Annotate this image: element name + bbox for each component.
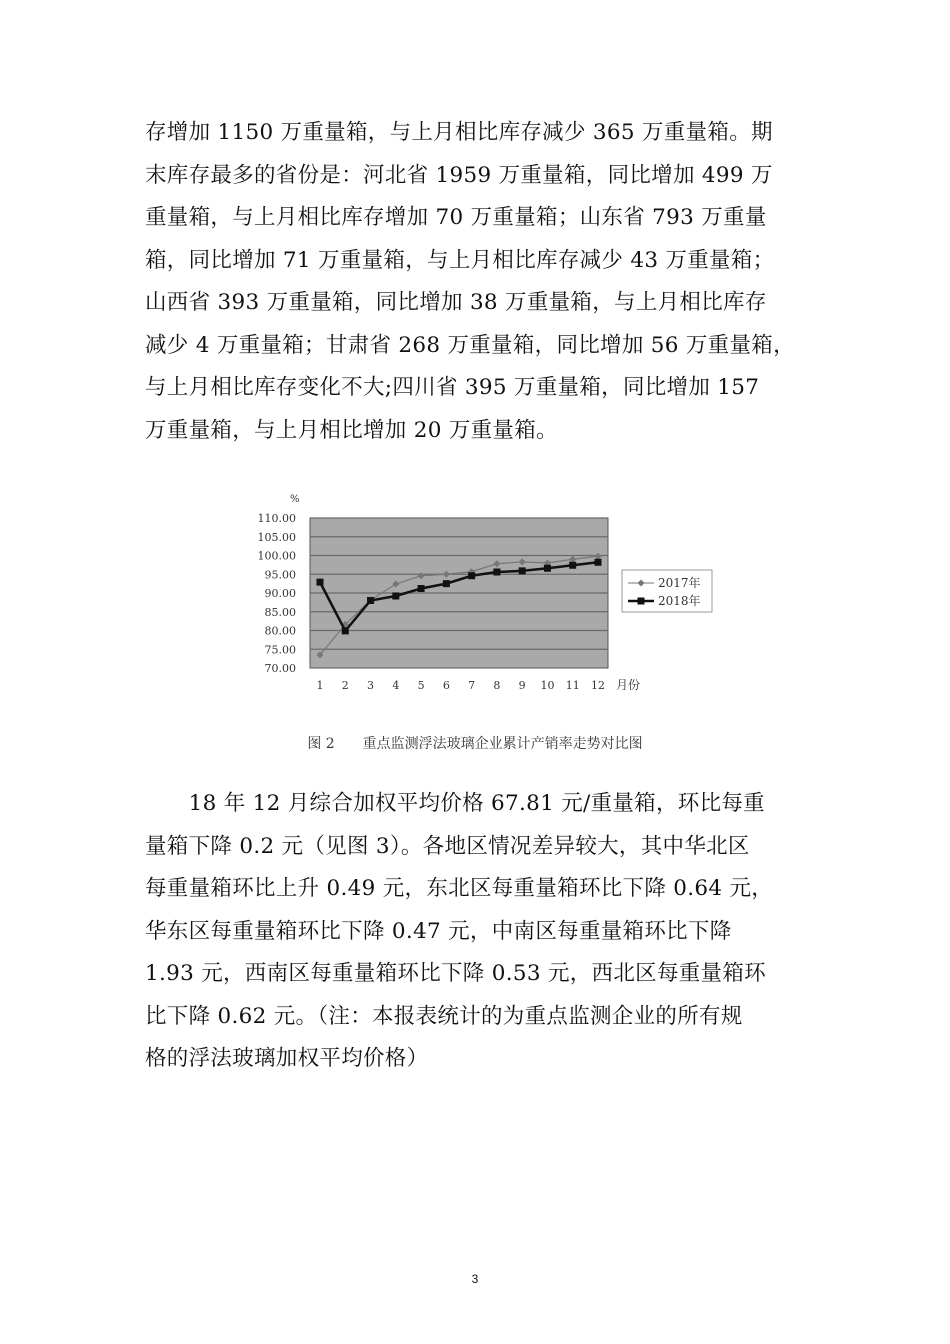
text-line: 万重量箱，与上月相比增加 20 万重量箱。 [145, 417, 558, 443]
text-line: 与上月相比库存变化不大;四川省 395 万重量箱，同比增加 157 [145, 375, 760, 400]
data-point [468, 572, 475, 579]
data-point [569, 562, 576, 569]
y-tick-label: 75.00 [264, 643, 296, 657]
data-point [595, 559, 602, 566]
x-tick-label: 6 [442, 679, 450, 692]
y-tick-label: 80.00 [264, 624, 296, 638]
data-point [367, 597, 374, 604]
page-number: 3 [471, 1272, 479, 1286]
text-line: 末库存最多的省份是：河北省 1959 万重量箱，同比增加 499 万 [145, 162, 773, 188]
text-line: 重量箱，与上月相比库存增加 70 万重量箱；山东省 793 万重量 [145, 205, 767, 230]
x-tick-label: 5 [417, 679, 425, 692]
data-point [317, 579, 324, 586]
data-point [342, 627, 349, 634]
x-tick-label: 10 [540, 679, 555, 692]
x-axis-label: 月份 [616, 678, 641, 692]
y-tick-label: 85.00 [264, 605, 296, 619]
y-tick-label: 90.00 [264, 587, 296, 600]
x-tick-label: 11 [565, 679, 580, 692]
y-tick-label: 70.00 [264, 662, 296, 675]
y-tick-label: 110.00 [257, 512, 296, 525]
x-tick-label: 8 [493, 679, 501, 692]
text-line: 箱，同比增加 71 万重量箱，与上月相比库存减少 43 万重量箱； [145, 247, 775, 273]
text-line: 1.93 元，西南区每重量箱环比下降 0.53 元，西北区每重量箱环 [145, 961, 766, 986]
text-line: 存增加 1150 万重量箱，与上月相比库存减少 365 万重量箱。期 [145, 120, 773, 145]
figure-caption: 图 2 重点监测浮法玻璃企业累计产销率走势对比图 [307, 736, 643, 752]
data-point [443, 580, 450, 587]
data-point [392, 593, 399, 600]
text-line: 华东区每重量箱环比下降 0.47 元，中南区每重量箱环比下降 [145, 918, 732, 944]
x-tick-label: 7 [468, 679, 476, 692]
text-line: 格的浮法玻璃加权平均价格） [145, 1046, 429, 1071]
x-tick-label: 2 [341, 679, 349, 692]
text-line: 减少 4 万重量箱；甘肃省 268 万重量箱，同比增加 56 万重量箱， [145, 332, 795, 358]
legend-marker [638, 598, 645, 605]
y-tick-label: 105.00 [257, 530, 296, 544]
x-tick-label: 9 [518, 679, 526, 692]
data-point [418, 585, 425, 592]
text-line: 18 年 12 月综合加权平均价格 67.81 元/重量箱，环比每重 [145, 791, 765, 816]
text-line: 量箱下降 0.2 元（见图 3）。各地区情况差异较大，其中华北区 [145, 833, 750, 859]
sell-through-rate-chart [250, 485, 730, 700]
legend-label: 2017年 [658, 576, 701, 590]
text-line: 比下降 0.62 元。（注：本报表统计的为重点监测企业的所有规 [145, 1003, 743, 1029]
x-tick-label: 4 [392, 679, 400, 692]
y-tick-label: 95.00 [264, 568, 296, 582]
text-line: 山西省 393 万重量箱，同比增加 38 万重量箱，与上月相比库存 [145, 290, 767, 315]
legend-label: 2018年 [658, 594, 701, 608]
data-point [493, 569, 500, 576]
y-axis-unit: % [290, 494, 300, 505]
y-tick-label: 100.00 [257, 549, 296, 563]
x-tick-label: 3 [367, 679, 375, 692]
data-point [544, 565, 551, 572]
x-tick-label: 12 [591, 679, 605, 692]
text-line: 每重量箱环比上升 0.49 元，东北区每重量箱环比下降 0.64 元， [145, 876, 774, 901]
x-tick-label: 1 [316, 679, 324, 692]
data-point [519, 567, 526, 574]
